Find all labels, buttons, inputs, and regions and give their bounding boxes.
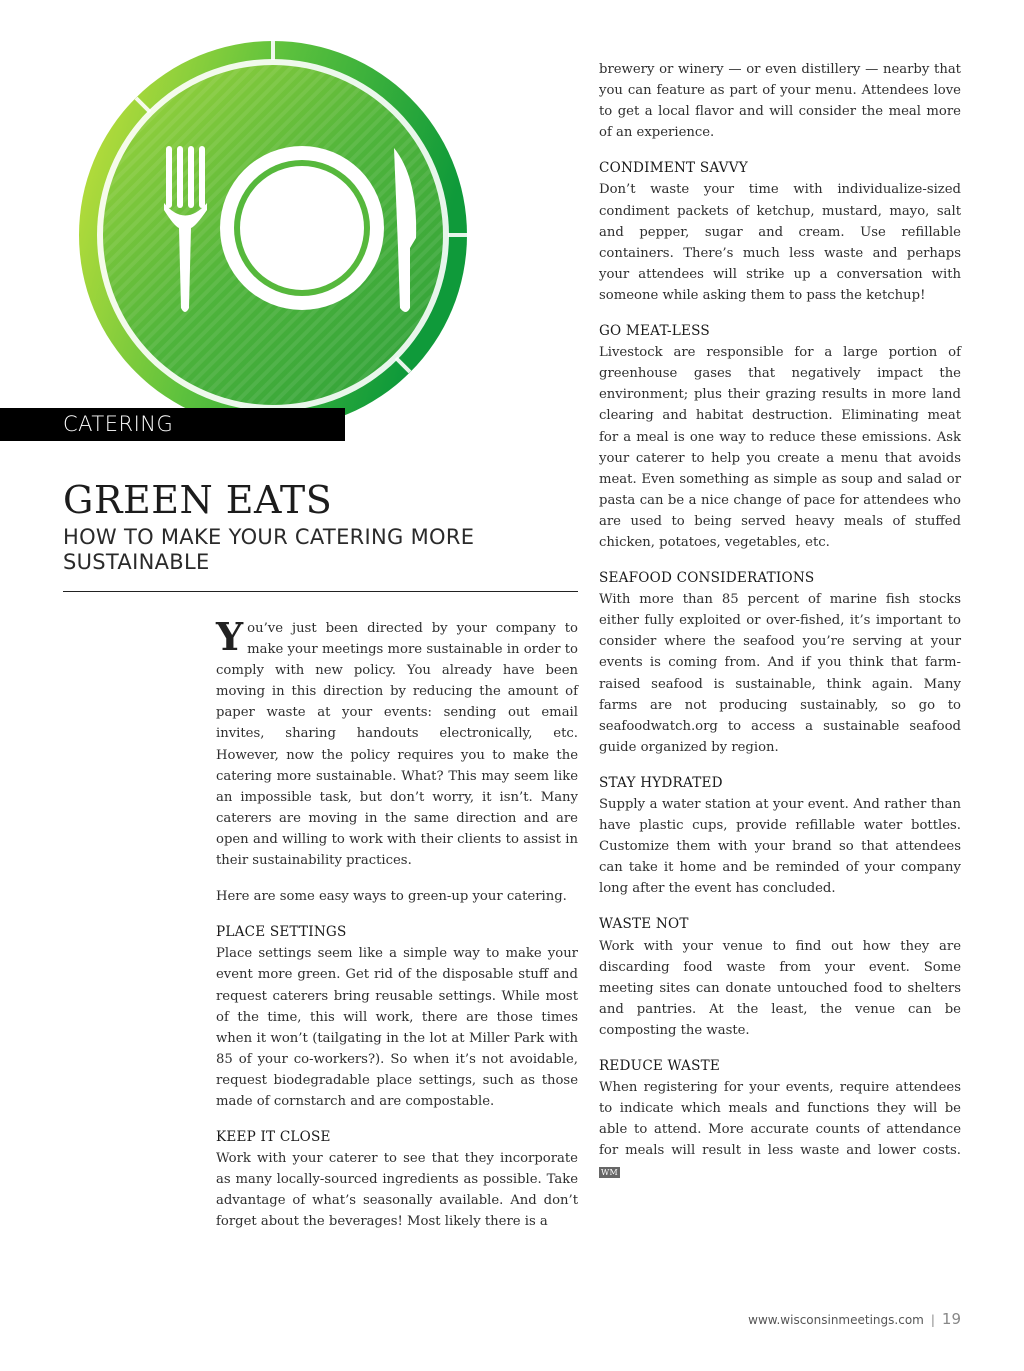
footer-separator: | <box>930 1313 935 1327</box>
section-heading: REDUCE WASTE <box>599 1058 720 1075</box>
section-heading: KEEP IT CLOSE <box>216 1129 331 1146</box>
section-body <box>599 1077 961 1182</box>
section-body: Work with your venue to find out how they are discarding food waste from your event. Some meeting sites can donate untouched food to shelters and pantries. At the least, the venue can be composting the waste. <box>599 938 961 1038</box>
section-heading: STAY HYDRATED <box>599 774 723 791</box>
section-body: Don’t waste your time with individualize-sized condiment packets of ketchup, mustard, mayo, salt and pepper, sugar and cream. Use refillable containers. There’s much less waste and perhaps your attendees will strike up a conversation with someone while asking them to pass the ketchup! <box>599 182 961 303</box>
section-heading: PLACE SETTINGS <box>216 924 347 941</box>
section-body: Livestock are responsible for a large portion of greenhouse gases that negatively impact the environment; plus their grazing results in more land clearing and habitat destruction. Eliminating meat for a meal is one way to reduce these emissions. Ask your caterer to help you create a menu that avoids meat. Even something as simple as soup and salad or pasta can be a nice change of pace for attendees who are used to being served heavy meals of stuffed chicken, potatoes, vegetables, etc. <box>599 345 961 550</box>
divider <box>63 591 578 592</box>
drop-cap: Y <box>216 614 244 659</box>
page-footer <box>748 1310 961 1328</box>
footer-url[interactable]: www.wisconsinmeetings.com <box>748 1313 924 1327</box>
section-body: Supply a water station at your event. And rather than have plastic cups, provide refillable water bottles. Customize them with your brand so that attendees can take it home and be reminded of your company long after the event has concluded. <box>599 797 961 897</box>
section-body: Place settings seem like a simple way to make your event more green. Get rid of the disposable stuff and request caterers bring reusable settings. While most of the time, this will work, there are those times when it won’t (tailgating in the lot at Miller Park with 85 of your co-workers?). So when it’s not avoidable, request biodegradable place settings, such as those made of cornstarch and are compostable. <box>216 946 578 1109</box>
right-column <box>599 59 961 1198</box>
section-heading: SEAFOOD CONSIDERATIONS <box>599 570 815 587</box>
end-mark: WM <box>601 1167 619 1177</box>
section-body: Work with your caterer to see that they incorporate as many locally-sourced ingredients as possible. Take advantage of what’s seasonally available. And don’t forget about the beverages! Most likely there is a <box>216 1151 578 1230</box>
subheadline: HOW TO MAKE YOUR CATERING MORE SUSTAINABLE <box>63 525 475 574</box>
intro-paragraph <box>216 614 578 871</box>
intro-text: ou’ve just been directed by your company to make your meetings more sustainable in order to comply with new policy. You already have been moving in this direction by reducing the amount of paper waste at your events: sending out email invites, sharing handouts electronically, etc. However, now the policy requires you to make the catering more sustainable. What? This may seem like an impossible task, but don’t worry, it isn’t. Many caterers are moving in the same direction and are open and willing to work with their clients to assist in their sustainability practices. <box>216 621 578 869</box>
left-column <box>216 614 578 1248</box>
section-heading: CONDIMENT SAVVY <box>599 160 748 177</box>
reduce-waste-text: When registering for your events, require attendees to indicate which meals and functions they will be able to attend. More accurate counts of attendance for meals will result in less waste and lower costs. <box>599 1080 961 1159</box>
section-body: With more than 85 percent of marine fish stocks either fully exploited or over-fished, it’s important to consider where the seafood you’re serving at your events is coming from. And if you think that farm-raised seafood is sustainable, think again. Many farms are not producing sustainably, so go to seafoodwatch.org to access a sustainable seafood guide organized by region. <box>599 592 961 755</box>
headline: GREEN EATS <box>63 478 333 522</box>
lead-paragraph: Here are some easy ways to green-up your catering. <box>216 889 567 905</box>
continuation-paragraph: brewery or winery — or even distillery — nearby that you can feature as part of your menu. Attendees love to get a local flavor and will consider the meal more of an experience. <box>599 62 961 141</box>
section-heading: WASTE NOT <box>599 916 689 933</box>
plate-fork-knife-icon <box>76 38 470 432</box>
page-number: 19 <box>941 1310 961 1328</box>
section-label: CATERING <box>0 408 345 441</box>
section-heading: GO MEAT-LESS <box>599 323 710 340</box>
